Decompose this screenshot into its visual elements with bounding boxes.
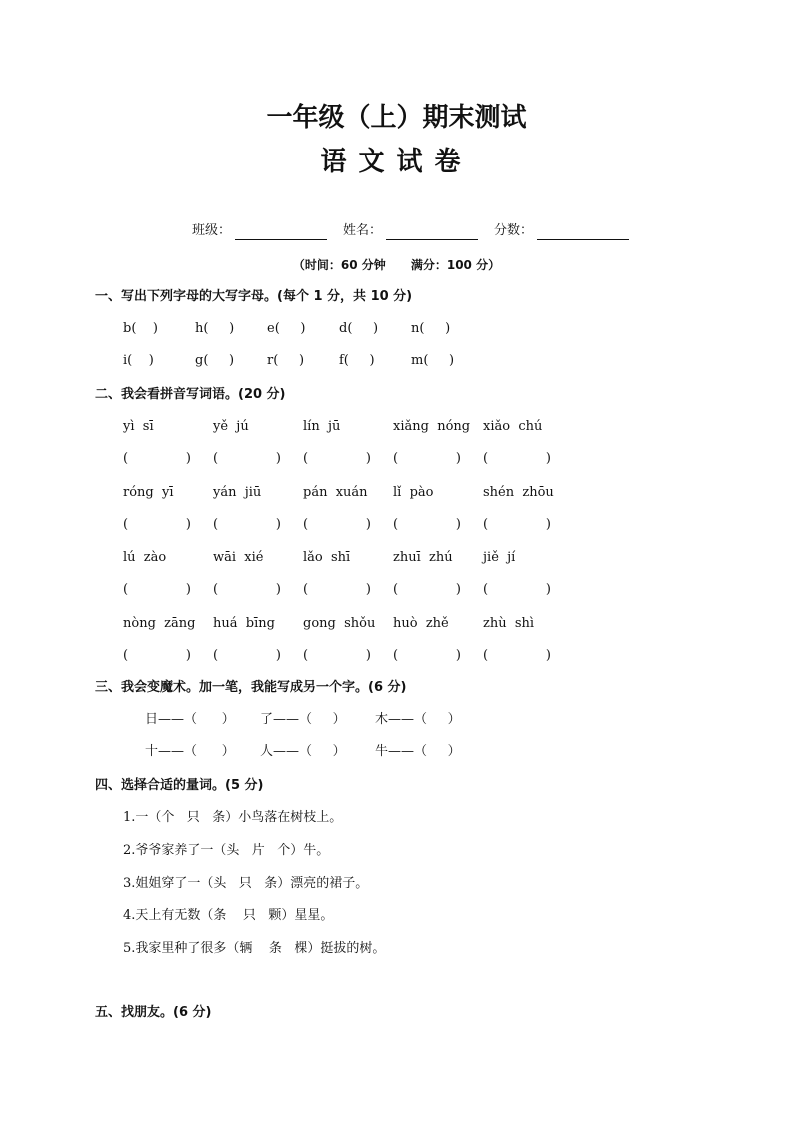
question-item: 3.姐姐穿了一（头 只 条）漂亮的裙子。 (123, 876, 369, 891)
pinyin-word: xiǎng nóng (393, 419, 471, 434)
answer-blank[interactable] (123, 581, 213, 599)
magic-item[interactable]: 人——（ ） (260, 744, 346, 759)
question-item: 2.爷爷家养了一（头 片 个）牛。 (123, 843, 330, 858)
pinyin-word: gong shǒu (303, 616, 376, 631)
magic-row (145, 711, 490, 729)
answer-blank[interactable] (303, 450, 393, 468)
pinyin-word: yán jiū (213, 485, 262, 500)
answer-blank[interactable] (213, 647, 303, 665)
pinyin-word: lǐ pào (393, 485, 434, 500)
pinyin-row (123, 549, 573, 567)
bracket-open: ( (303, 582, 309, 597)
pinyin-row (123, 615, 573, 633)
class-label: 班级： (192, 223, 232, 238)
bracket-open: ( (483, 451, 489, 466)
pinyin-word: pán xuán (303, 485, 368, 500)
score-field[interactable] (537, 225, 629, 240)
bracket-close: ) (545, 648, 551, 663)
exam-title: 一年级（上）期末测试 (266, 103, 527, 133)
magic-item[interactable]: 十——（ ） (145, 744, 235, 759)
answer-blank[interactable] (483, 647, 573, 665)
bracket-close: ) (185, 648, 191, 663)
magic-item[interactable]: 牛——（ ） (375, 744, 461, 759)
bracket-close: ) (365, 517, 371, 532)
bracket-open: ( (123, 648, 129, 663)
bracket-open: ( (393, 517, 399, 532)
pinyin-word: xiǎo chú (483, 419, 543, 434)
magic-item[interactable]: 了——（ ） (260, 712, 346, 727)
bracket-open: ( (483, 648, 489, 663)
bracket-close: ) (185, 451, 191, 466)
exam-subtitle: 语文试卷 (320, 147, 473, 177)
letter-row (123, 320, 483, 338)
bracket-close: ) (365, 648, 371, 663)
question-item: 4.天上有无数（条 只 颗）星星。 (123, 908, 334, 923)
bracket-close: ) (275, 451, 281, 466)
bracket-close: ) (455, 451, 461, 466)
letter-item[interactable]: n( ) (411, 321, 451, 336)
question-item: 5.我家里种了很多（辆 条 棵）挺拔的树。 (123, 941, 386, 956)
bracket-close: ) (545, 582, 551, 597)
answer-blank[interactable] (483, 450, 573, 468)
letter-item[interactable]: d( ) (339, 321, 379, 336)
answer-blank[interactable] (393, 450, 483, 468)
pinyin-word: lín jū (303, 419, 341, 434)
bracket-open: ( (123, 517, 129, 532)
pinyin-word: yě jú (213, 419, 249, 434)
bracket-open: ( (393, 582, 399, 597)
student-info (192, 222, 645, 240)
pinyin-word: shén zhōu (483, 485, 554, 500)
bracket-open: ( (213, 582, 219, 597)
time-note: （时间：60 分钟 满分：100 分） (292, 258, 501, 272)
bracket-close: ) (365, 451, 371, 466)
letter-item[interactable]: r( ) (267, 353, 305, 368)
question-item: 1.一（个 只 条）小鸟落在树枝上。 (123, 810, 343, 825)
answer-bracket-row (123, 516, 573, 534)
bracket-open: ( (123, 582, 129, 597)
bracket-close: ) (455, 517, 461, 532)
letter-item[interactable]: m( ) (411, 353, 455, 368)
bracket-close: ) (185, 517, 191, 532)
bracket-open: ( (303, 648, 309, 663)
section-heading: 三、我会变魔术。加一笔，我能写成另一个字。(6 分) (95, 680, 407, 695)
bracket-close: ) (545, 517, 551, 532)
answer-blank[interactable] (303, 647, 393, 665)
bracket-open: ( (213, 451, 219, 466)
name-field[interactable] (386, 225, 478, 240)
answer-blank[interactable] (303, 581, 393, 599)
pinyin-word: lú zào (123, 550, 167, 565)
magic-row (145, 743, 490, 761)
letter-item[interactable]: g( ) (195, 353, 235, 368)
bracket-open: ( (213, 517, 219, 532)
bracket-open: ( (303, 517, 309, 532)
answer-blank[interactable] (393, 581, 483, 599)
magic-item[interactable]: 日——（ ） (145, 712, 235, 727)
bracket-close: ) (545, 451, 551, 466)
answer-blank[interactable] (303, 516, 393, 534)
pinyin-row (123, 418, 573, 436)
score-label: 分数： (494, 223, 534, 238)
bracket-close: ) (455, 648, 461, 663)
pinyin-word: huá bīng (213, 616, 275, 631)
letter-row (123, 352, 483, 370)
letter-item[interactable]: i( ) (123, 353, 154, 368)
answer-blank[interactable] (483, 581, 573, 599)
bracket-close: ) (455, 582, 461, 597)
pinyin-word: zhù shì (483, 616, 535, 631)
answer-blank[interactable] (213, 516, 303, 534)
answer-blank[interactable] (123, 516, 213, 534)
pinyin-word: huò zhě (393, 616, 449, 631)
answer-bracket-row (123, 647, 573, 665)
letter-item[interactable]: e( ) (267, 321, 306, 336)
bracket-open: ( (393, 648, 399, 663)
answer-blank[interactable] (393, 647, 483, 665)
pinyin-word: nòng zāng (123, 616, 196, 631)
letter-item[interactable]: h( ) (195, 321, 235, 336)
pinyin-word: wāi xié (213, 550, 264, 565)
bracket-open: ( (483, 517, 489, 532)
pinyin-word: lǎo shī (303, 550, 351, 565)
answer-bracket-row (123, 450, 573, 468)
answer-blank[interactable] (393, 516, 483, 534)
bracket-close: ) (185, 582, 191, 597)
pinyin-row (123, 484, 573, 502)
section-heading: 四、选择合适的量词。(5 分) (95, 778, 264, 793)
pinyin-word: yì sī (123, 419, 154, 434)
bracket-close: ) (275, 582, 281, 597)
pinyin-word: jiě jí (483, 550, 516, 565)
bracket-open: ( (123, 451, 129, 466)
section-heading: 一、写出下列字母的大写字母。(每个 1 分，共 10 分) (95, 289, 413, 304)
answer-blank[interactable] (123, 647, 213, 665)
letter-item[interactable]: b( ) (123, 321, 158, 336)
bracket-open: ( (303, 451, 309, 466)
name-label: 姓名： (343, 223, 383, 238)
bracket-close: ) (275, 648, 281, 663)
bracket-open: ( (483, 582, 489, 597)
class-field[interactable] (235, 225, 327, 240)
answer-blank[interactable] (213, 581, 303, 599)
answer-blank[interactable] (123, 450, 213, 468)
section-heading: 二、我会看拼音写词语。(20 分) (95, 387, 286, 402)
pinyin-word: zhuī zhú (393, 550, 453, 565)
bracket-close: ) (365, 582, 371, 597)
pinyin-word: róng yī (123, 485, 174, 500)
bracket-close: ) (275, 517, 281, 532)
bracket-open: ( (393, 451, 399, 466)
letter-item[interactable]: f( ) (339, 353, 375, 368)
section-heading: 五、找朋友。(6 分) (95, 1005, 212, 1020)
bracket-open: ( (213, 648, 219, 663)
answer-blank[interactable] (213, 450, 303, 468)
magic-item[interactable]: 木——（ ） (375, 712, 461, 727)
answer-blank[interactable] (483, 516, 573, 534)
answer-bracket-row (123, 581, 573, 599)
